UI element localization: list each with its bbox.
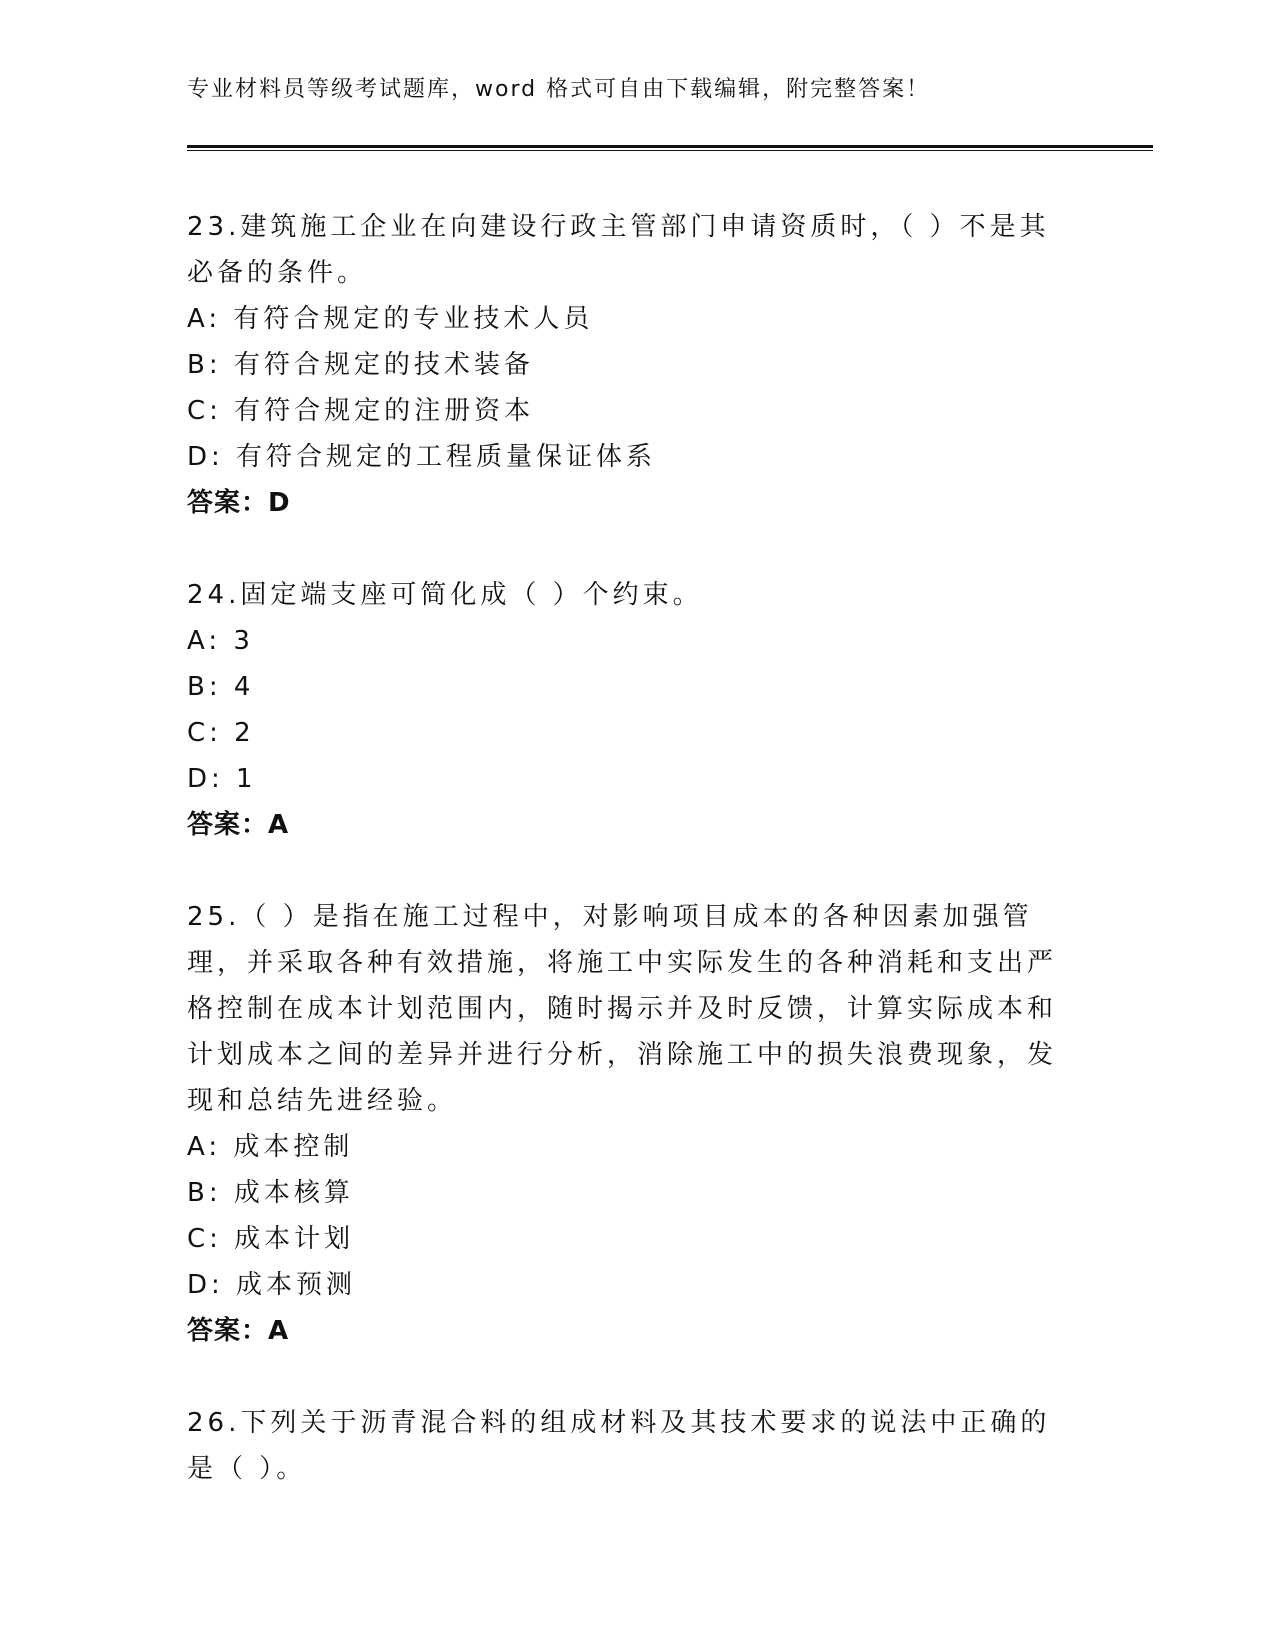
option-b: B: 有符合规定的技术装备 (187, 350, 534, 380)
option-d: D: 成本预测 (187, 1270, 357, 1300)
question-25 (187, 894, 1067, 1354)
header-rule-thick (187, 145, 1153, 148)
option-a: A: 成本控制 (187, 1132, 354, 1162)
option-c: C: 成本计划 (187, 1224, 355, 1254)
question-list (187, 204, 1067, 1538)
answer-line: 答案：D (187, 488, 291, 518)
question-stem: 26.下列关于沥青混合料的组成材料及其技术要求的说法中正确的是（ ）。 (187, 1408, 1051, 1484)
question-stem: 24.固定端支座可简化成（ ）个约束。 (187, 580, 703, 610)
option-a: A: 3 (187, 626, 254, 656)
answer-line: 答案：A (187, 1316, 290, 1346)
option-b: B: 4 (187, 672, 255, 702)
option-c: C: 有符合规定的注册资本 (187, 396, 535, 426)
header-rule-thin (187, 150, 1153, 151)
option-d: D: 1 (187, 764, 257, 794)
option-d: D: 有符合规定的工程质量保证体系 (187, 442, 657, 472)
question-23 (187, 204, 1067, 526)
page-header: 专业材料员等级考试题库，word 格式可自由下载编辑，附完整答案！ (187, 77, 931, 102)
question-stem: 25.（ ）是指在施工过程中，对影响项目成本的各种因素加强管理，并采取各种有效措施，将施工中实际发生的各种消耗和支出严格控制在成本计划范围内，随时揭示并及时反馈，计算实际成本和计划成本之间的差异并进行分析，消除施工中的损失浪费现象，发现和总结先进经验。 (187, 902, 1058, 1116)
question-stem: 23.建筑施工企业在向建设行政主管部门申请资质时，（ ）不是其必备的条件。 (187, 212, 1050, 288)
answer-line: 答案：A (187, 810, 290, 840)
option-b: B: 成本核算 (187, 1178, 354, 1208)
question-24 (187, 572, 1067, 848)
question-26 (187, 1400, 1067, 1492)
option-a: A: 有符合规定的专业技术人员 (187, 304, 594, 334)
option-c: C: 2 (187, 718, 255, 748)
